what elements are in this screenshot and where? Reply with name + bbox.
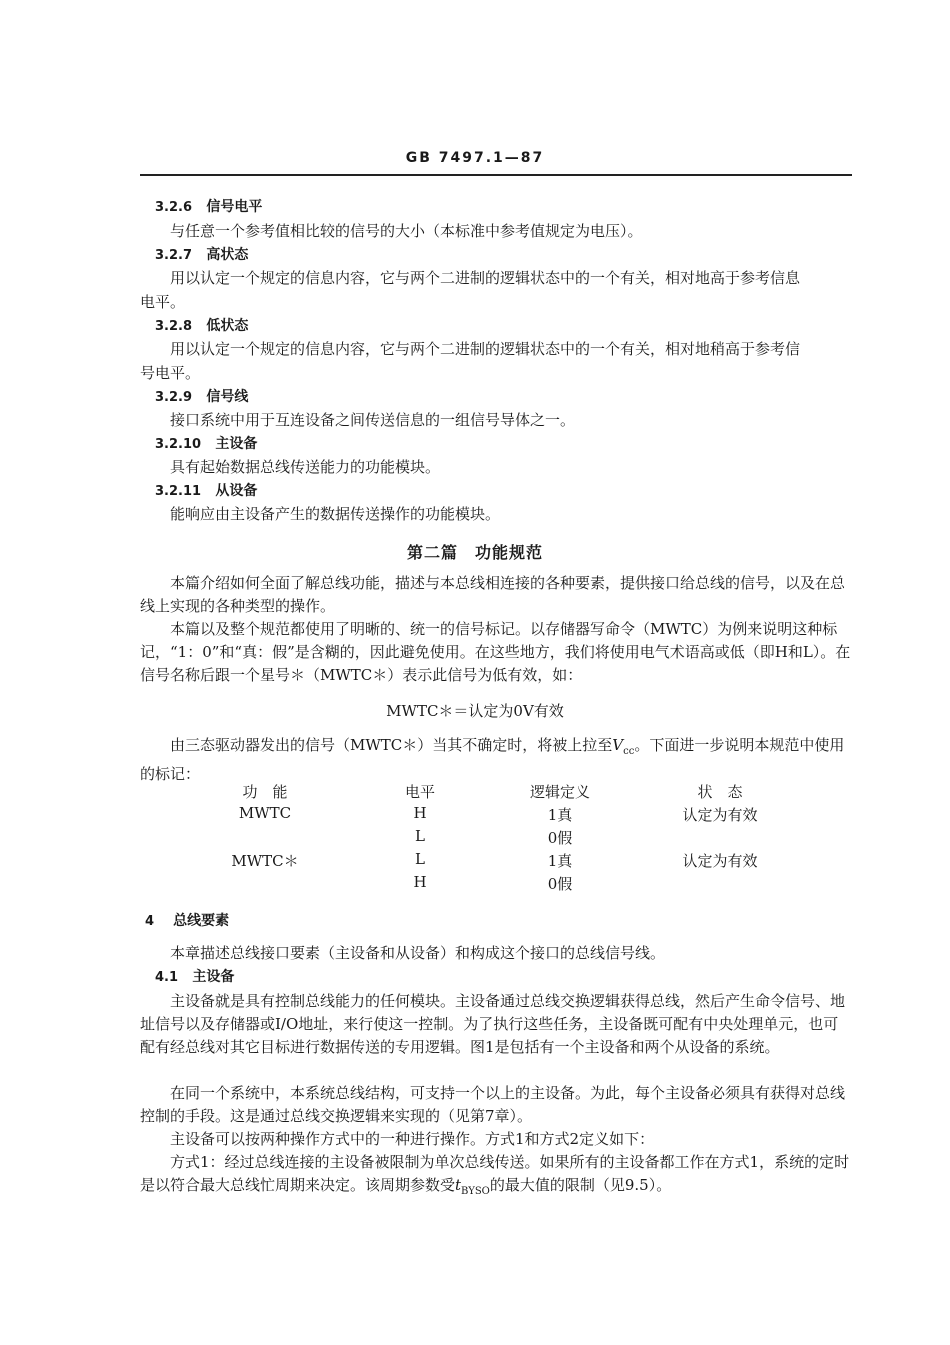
table-cell: 0假 (547, 875, 573, 893)
subscript: cc (623, 746, 635, 757)
definition-term: 信号线 (206, 389, 249, 405)
definition-heading (155, 480, 257, 500)
table-cell: 1真 (547, 806, 573, 824)
definition-heading (155, 244, 248, 264)
definition-text: 电平。 (140, 293, 186, 311)
table-cell: 0假 (547, 829, 573, 847)
definition-number: 3.2.7 (155, 248, 193, 263)
table-cell: H (413, 873, 427, 891)
section-number: 4 (145, 914, 155, 929)
text-run: 由三态驱动器发出的信号（MWTC＊）当其不确定时，将被上拉至 (170, 736, 613, 754)
definition-text: 能响应由主设备产生的数据传送操作的功能模块。 (170, 505, 501, 523)
text-run: 方式1：经过总线连接的主设备被限制为单次总线传送。如果所有的主设备都工作在方式1，系统的定时是以符合最大总线忙周期来决定。该周期参数受 (140, 1153, 850, 1194)
table-cell: 认定为有效 (682, 852, 758, 870)
definition-term: 信号电平 (206, 199, 263, 215)
definition-term: 高状态 (206, 247, 249, 263)
text-run: 。下面进一步说明本规范中使用的标记： (140, 736, 845, 783)
definition-term: 主设备 (215, 436, 258, 452)
definition-heading (155, 315, 248, 335)
table-header: 逻辑定义 (529, 783, 590, 801)
table-header: 电平 (404, 783, 435, 801)
table-header: 功 能 (242, 783, 288, 801)
time-symbol: t (455, 1176, 462, 1194)
table-cell: 认定为有效 (682, 806, 758, 824)
page-header: GB 7497.1—87 (405, 150, 545, 166)
subsection-number: 4.1 (155, 970, 179, 985)
paragraph: 主设备就是具有控制总线能力的任何模块。主设备通过总线交换逻辑获得总线，然后产生命令信号、地址信号以及存储器或I/O地址，来行使这一控制。为了执行这些任务，主设备既可配有中央处理单元，也可配有经总线对其它目标进行数据传送的专用逻辑。图1是包括有一个主设备和两个从设备的系统。 (140, 992, 846, 1056)
definition-term: 低状态 (206, 318, 249, 334)
definition-text: 具有起始数据总线传送能力的功能模块。 (170, 458, 441, 476)
definition-number: 3.2.11 (155, 484, 202, 499)
definition-term: 从设备 (215, 483, 258, 499)
section-title: 总线要素 (173, 913, 230, 929)
definition-number: 3.2.6 (155, 200, 193, 215)
table-cell: L (415, 850, 425, 868)
definition-text: 与任意一个参考值相比较的信号的大小（本标准中参考值规定为电压）。 (170, 222, 643, 240)
subsection-heading (155, 966, 234, 986)
table-cell: H (413, 804, 427, 822)
paragraph: 本章描述总线接口要素（主设备和从设备）和构成这个接口的总线信号线。 (170, 944, 666, 962)
definition-number: 3.2.9 (155, 390, 193, 405)
definition-heading (155, 433, 257, 453)
paragraph: 本篇介绍如何全面了解总线功能，描述与本总线相连接的各种要素，提供接口给总线的信号，以及在总线上实现的各种类型的操作。 (140, 574, 846, 615)
table-cell: L (415, 827, 425, 845)
paragraph (140, 734, 852, 786)
table-header: 状 态 (697, 783, 743, 801)
subscript: BYSO (461, 1186, 490, 1197)
table-cell: MWTC＊ (231, 852, 299, 870)
paragraph: 在同一个系统中，本系统总线结构，可支持一个以上的主设备。为此，每个主设备必须具有获得对总线控制的手段。这是通过总线交换逻辑来实现的（见第7章）。 (140, 1084, 846, 1125)
table-cell: MWTC (238, 804, 292, 822)
paragraph (140, 1151, 852, 1203)
text-run: 的最大值的限制（见9.5）。 (489, 1176, 672, 1194)
definition-text: 接口系统中用于互连设备之间传送信息的一组信号导体之一。 (170, 411, 576, 429)
definition-heading (155, 386, 248, 406)
subsection-title: 主设备 (192, 969, 235, 985)
definition-number: 3.2.8 (155, 319, 193, 334)
section-heading (145, 910, 229, 930)
definition-heading (155, 196, 262, 216)
definition-number: 3.2.10 (155, 437, 202, 452)
definition-text: 用以认定一个规定的信息内容，它与两个二进制的逻辑状态中的一个有关，相对地稍高于参考信 (170, 340, 801, 358)
part-title: 第二篇 功能规范 (406, 543, 543, 562)
definition-text: 号电平。 (140, 364, 201, 382)
formula: MWTC＊＝认定为0V有效 (386, 702, 564, 720)
definition-text: 用以认定一个规定的信息内容，它与两个二进制的逻辑状态中的一个有关，相对地高于参考信息 (170, 269, 801, 287)
paragraph: 主设备可以按两种操作方式中的一种进行操作。方式1和方式2定义如下： (170, 1130, 655, 1148)
header-rule (140, 174, 852, 176)
paragraph: 本篇以及整个规范都使用了明晰的、统一的信号标记。以存储器写命令（MWTC）为例来说明这种标记，“1：0”和“真：假”是含糊的，因此避免使用。在这些地方，我们将使用电气术语高或低（即H和L）。在信号名称后跟一个星号＊（MWTC＊）表示此信号为低有效，如： (140, 620, 851, 684)
voltage-symbol: V (612, 736, 624, 754)
table-cell: 1真 (547, 852, 573, 870)
